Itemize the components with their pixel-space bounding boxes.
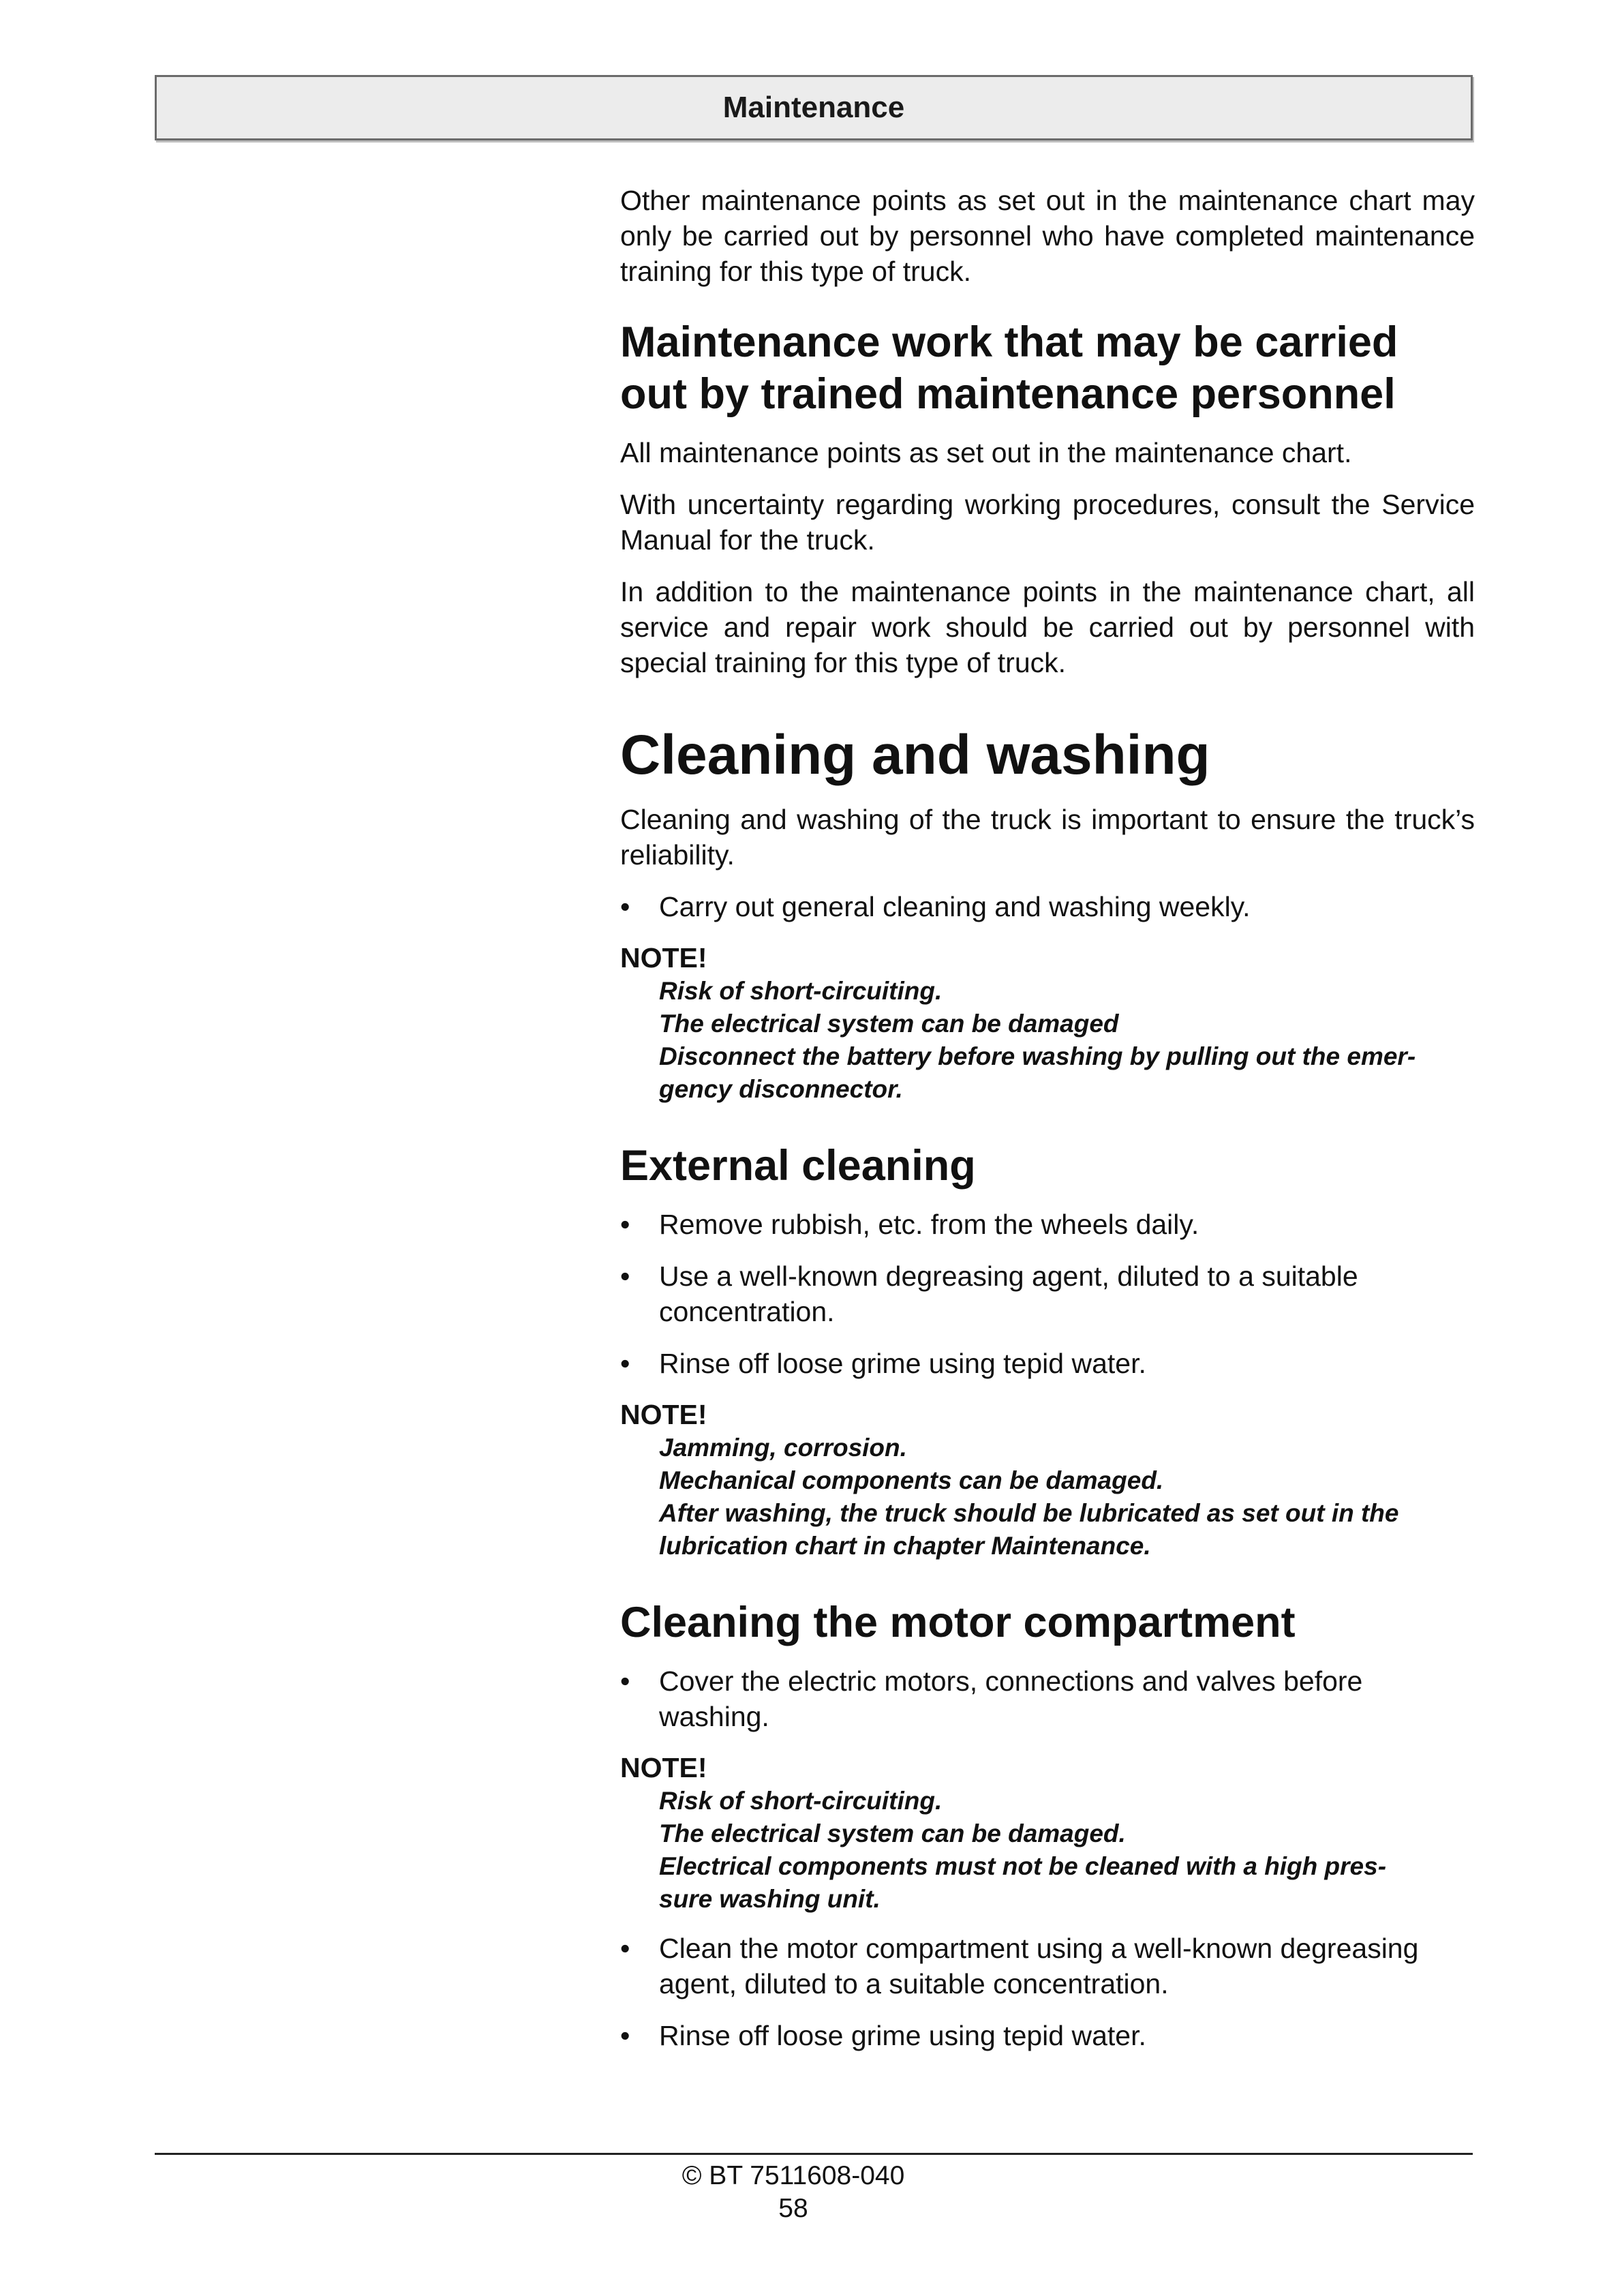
list-item — [620, 1931, 1475, 2002]
note-line: lubrication chart in chapter Maintenance. — [659, 1532, 1151, 1560]
trained-paragraph-2: With uncertainty regarding working procedures, consult the Service Manual for the truck. — [620, 489, 1475, 556]
note-line: Electrical components must not be cleaned with a high pres- — [659, 1852, 1387, 1880]
section-header-bar — [155, 75, 1473, 140]
bullet-symbol: • — [620, 1348, 630, 1379]
note-line: Risk of short-circuiting. — [659, 977, 943, 1005]
note-line: Risk of short-circuiting. — [659, 1787, 943, 1815]
note-line: The electrical system can be damaged — [659, 1010, 1119, 1038]
section-header-title: Maintenance — [722, 91, 905, 124]
note-line: gency disconnector. — [659, 1075, 903, 1103]
intro-paragraph: Other maintenance points as set out in the maintenance chart may only be carried out by personnel who have completed maintenance training for this type of truck. — [620, 185, 1475, 287]
list-item-text: Carry out general cleaning and washing weekly. — [659, 891, 1251, 922]
note-label: NOTE! — [620, 1752, 707, 1783]
list-item-text: Rinse off loose grime using tepid water. — [659, 1348, 1146, 1379]
footer-copyright: © BT 7511608-040 — [682, 2161, 905, 2190]
heading-external-cleaning: External cleaning — [620, 1142, 976, 1190]
list-item — [620, 2018, 1475, 2053]
trained-paragraph-3: In addition to the maintenance points in the maintenance chart, all service and repair work should be carried out by personnel with special training for this type of truck. — [620, 576, 1475, 678]
list-item-text: Use a well-known degreasing agent, diluted to a suitable concentration. — [659, 1260, 1358, 1327]
bullet-symbol: • — [620, 1933, 630, 1964]
note-line: Mechanical components can be damaged. — [659, 1466, 1164, 1494]
note-line: After washing, the truck should be lubricated as set out in the — [659, 1499, 1399, 1527]
bullet-symbol: • — [620, 1260, 630, 1292]
list-item-text: Rinse off loose grime using tepid water. — [659, 2020, 1146, 2051]
note-line: sure washing unit. — [659, 1885, 881, 1913]
heading-cleaning-washing: Cleaning and washing — [620, 724, 1210, 786]
note-line: The electrical system can be damaged. — [659, 1819, 1126, 1847]
list-item-text: Clean the motor compartment using a well-known degreasing agent, diluted to a suitable concentration. — [659, 1933, 1419, 1999]
bullet-symbol: • — [620, 2020, 630, 2051]
note-label: NOTE! — [620, 1399, 707, 1430]
note-block — [620, 1751, 1475, 1916]
heading-motor-compartment: Cleaning the motor compartment — [620, 1599, 1296, 1646]
footer-divider — [155, 2153, 1473, 2155]
note-line: Disconnect the battery before washing by pulling out the emer- — [659, 1042, 1416, 1070]
list-item — [620, 1207, 1475, 1242]
note-block — [620, 1398, 1475, 1562]
bullet-symbol: • — [620, 1665, 630, 1697]
list-item-text: Remove rubbish, etc. from the wheels daily. — [659, 1209, 1199, 1240]
note-block — [620, 941, 1475, 1106]
note-line: Jamming, corrosion. — [659, 1434, 907, 1462]
heading-trained-personnel — [620, 316, 1475, 420]
trained-paragraph-1: All maintenance points as set out in the maintenance chart. — [620, 437, 1352, 468]
list-item — [620, 1346, 1475, 1381]
bullet-symbol: • — [620, 1209, 630, 1240]
list-item — [620, 1663, 1475, 1734]
heading-trained-personnel-line2: out by trained maintenance personnel — [620, 370, 1396, 418]
page-number: 58 — [778, 2194, 808, 2223]
bullet-symbol: • — [620, 891, 630, 922]
list-item — [620, 1258, 1475, 1329]
main-content — [620, 183, 1475, 2070]
note-label: NOTE! — [620, 942, 707, 973]
heading-trained-personnel-line1: Maintenance work that may be carried — [620, 318, 1398, 366]
cleaning-paragraph: Cleaning and washing of the truck is important to ensure the truck’s reliability. — [620, 804, 1475, 871]
list-item-text: Cover the electric motors, connections and valves before washing. — [659, 1665, 1363, 1732]
list-item — [620, 889, 1475, 924]
